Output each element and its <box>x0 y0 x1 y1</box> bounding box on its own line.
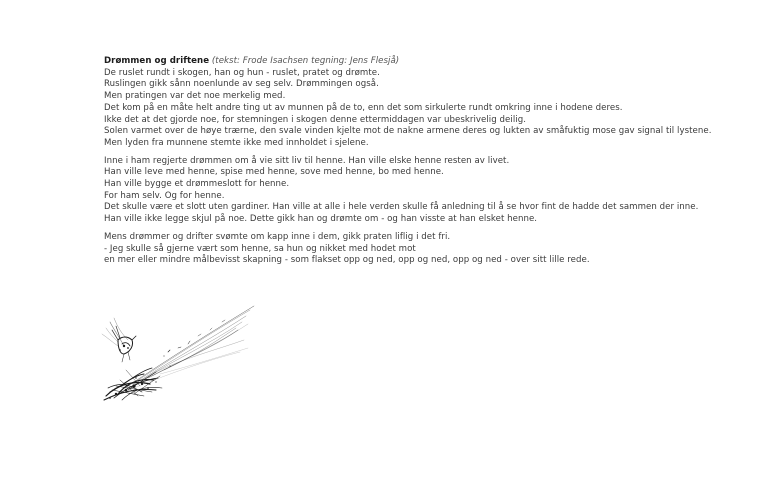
text-line: Det skulle være et slott uten gardiner. Han ville at alle i hele verden skulle få anledning til å se hvor fint de hadde det sammen der inne. <box>104 202 699 213</box>
text-line: Det kom på en måte helt andre ting ut av munnen på de to, enn det som sirkulerte rundt omkring inne i hodene deres. <box>104 102 623 113</box>
text-line: Han ville ikke legge skjul på noe. Dette gikk han og drømte om - og han visste at han elsket henne. <box>104 214 538 225</box>
text-line: Han ville leve med henne, spise med henne, sove med henne, bo med henne. <box>104 167 444 178</box>
article-credit: (tekst: Frode Isachsen tegning: Jens Flesjå) <box>211 56 400 66</box>
article <box>104 56 744 267</box>
text-line: Men lyden fra munnene stemte ikke med innholdet i sjelene. <box>104 137 369 148</box>
text-line: Han ville bygge et drømmeslott for henne. <box>104 179 290 190</box>
text-line: Ikke det at det gjorde noe, for stemningen i skogen denne ettermiddagen var ubeskrivelig deilig. <box>104 114 526 125</box>
text-line: Men pratingen var det noe merkelig med. <box>104 91 286 102</box>
article-title: Drømmen og driftene <box>104 56 210 66</box>
text-line: en mer eller mindre målbevisst skapning - som flakset opp og ned, opp og ned, opp og ned - over sitt lille rede. <box>104 255 590 266</box>
text-line: - Jeg skulle så gjerne vært som henne, sa hun og nikket med hodet mot <box>104 243 416 254</box>
article-heading <box>104 56 744 68</box>
text-line: Ruslingen gikk sånn noenlunde av seg selv. Drømmingen også. <box>104 79 379 90</box>
paragraph-3 <box>104 232 744 267</box>
text-line: Inne i ham regjerte drømmen om å vie sitt liv til henne. Han ville elske henne resten av livet. <box>104 155 510 166</box>
paragraph-1 <box>104 68 744 150</box>
bird-nest-sketch-icon <box>98 300 258 404</box>
text-line: Mens drømmer og drifter svømte om kapp inne i dem, gikk praten liflig i det fri. <box>104 231 451 242</box>
text-line: For ham selv. Og for henne. <box>104 190 225 201</box>
paragraph-2 <box>104 156 744 226</box>
text-line: Solen varmet over de høye trærne, den svale vinden kjelte mot de nakne armene deres og lukten av småfuktig mose gav signal til lystene. <box>104 126 712 137</box>
text-line: De ruslet rundt i skogen, han og hun - ruslet, pratet og drømte. <box>104 67 380 78</box>
